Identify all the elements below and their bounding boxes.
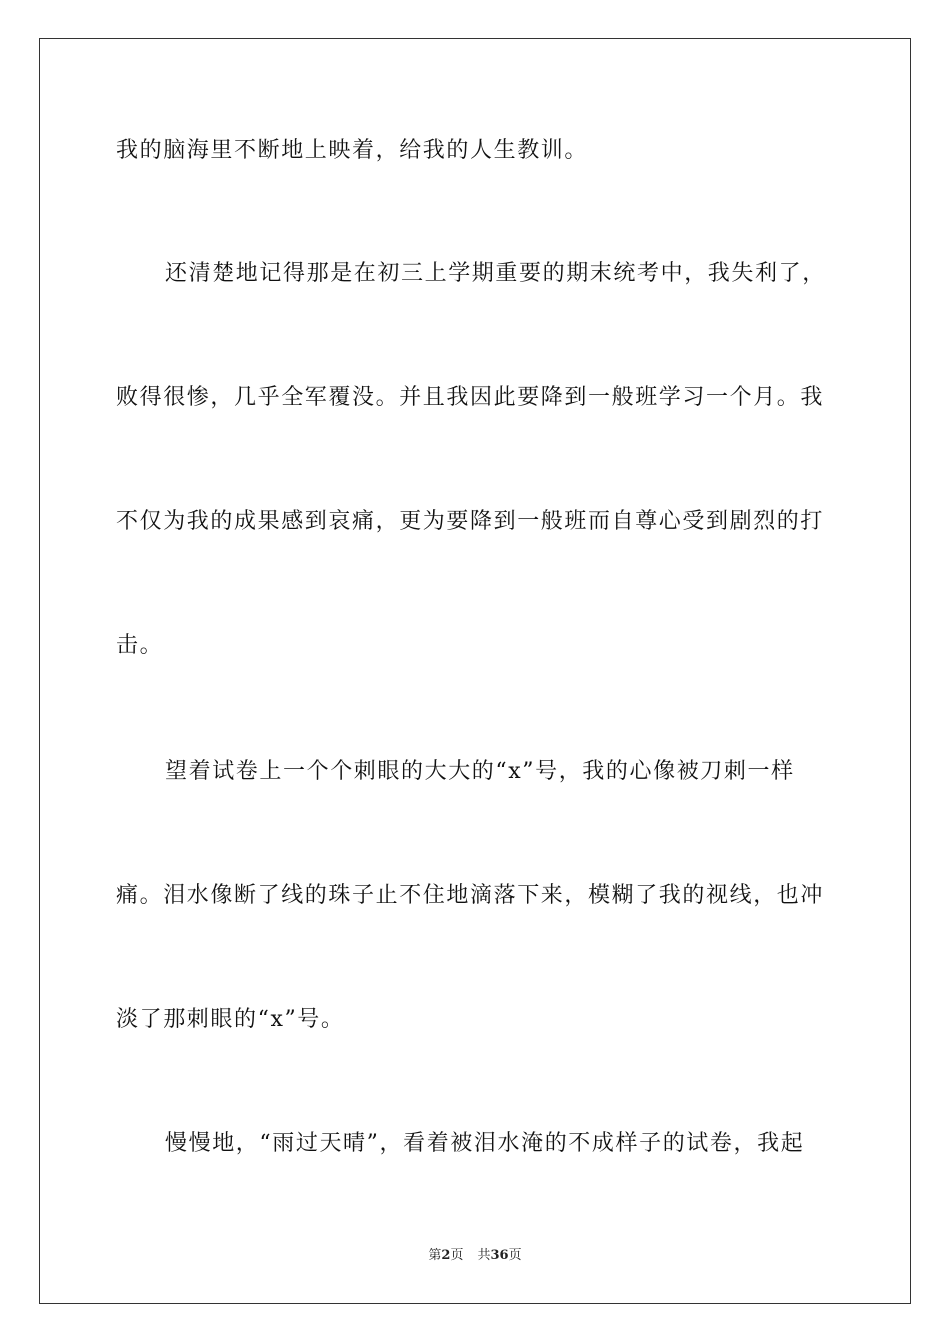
text-line-4: 不仅为我的成果感到哀痛，更为要降到一般班而自尊心受到剧烈的打 [116, 509, 825, 534]
footer-total-number: 36 [490, 1248, 509, 1263]
page-footer [0, 1248, 950, 1264]
text-line-9: 慢慢地，“雨过天晴”，看着被泪水淹的不成样子的试卷，我起 [165, 1131, 805, 1156]
text-line-1: 我的脑海里不断地上映着，给我的人生教训。 [116, 138, 589, 163]
text-line-7: 痛。泪水像断了线的珠子止不住地滴落下来，模糊了我的视线，也冲 [116, 883, 825, 908]
text-line-2: 还清楚地记得那是在初三上学期重要的期末统考中，我失利了， [165, 261, 826, 286]
footer-page-prefix: 第 [428, 1248, 442, 1263]
footer-page-number: 2 [441, 1248, 451, 1263]
page-frame [39, 38, 911, 1304]
footer-page-suffix: 页 [450, 1248, 464, 1263]
text-line-6: 望着试卷上一个个刺眼的大大的“x”号，我的心像被刀刺一样 [165, 759, 795, 784]
text-line-5: 击。 [116, 633, 164, 658]
footer-total-prefix: 共 [477, 1248, 491, 1263]
text-line-3: 败得很惨，几乎全军覆没。并且我因此要降到一般班学习一个月。我 [116, 385, 825, 410]
text-line-8: 淡了那刺眼的“x”号。 [116, 1007, 345, 1032]
footer-total-suffix: 页 [508, 1248, 522, 1263]
